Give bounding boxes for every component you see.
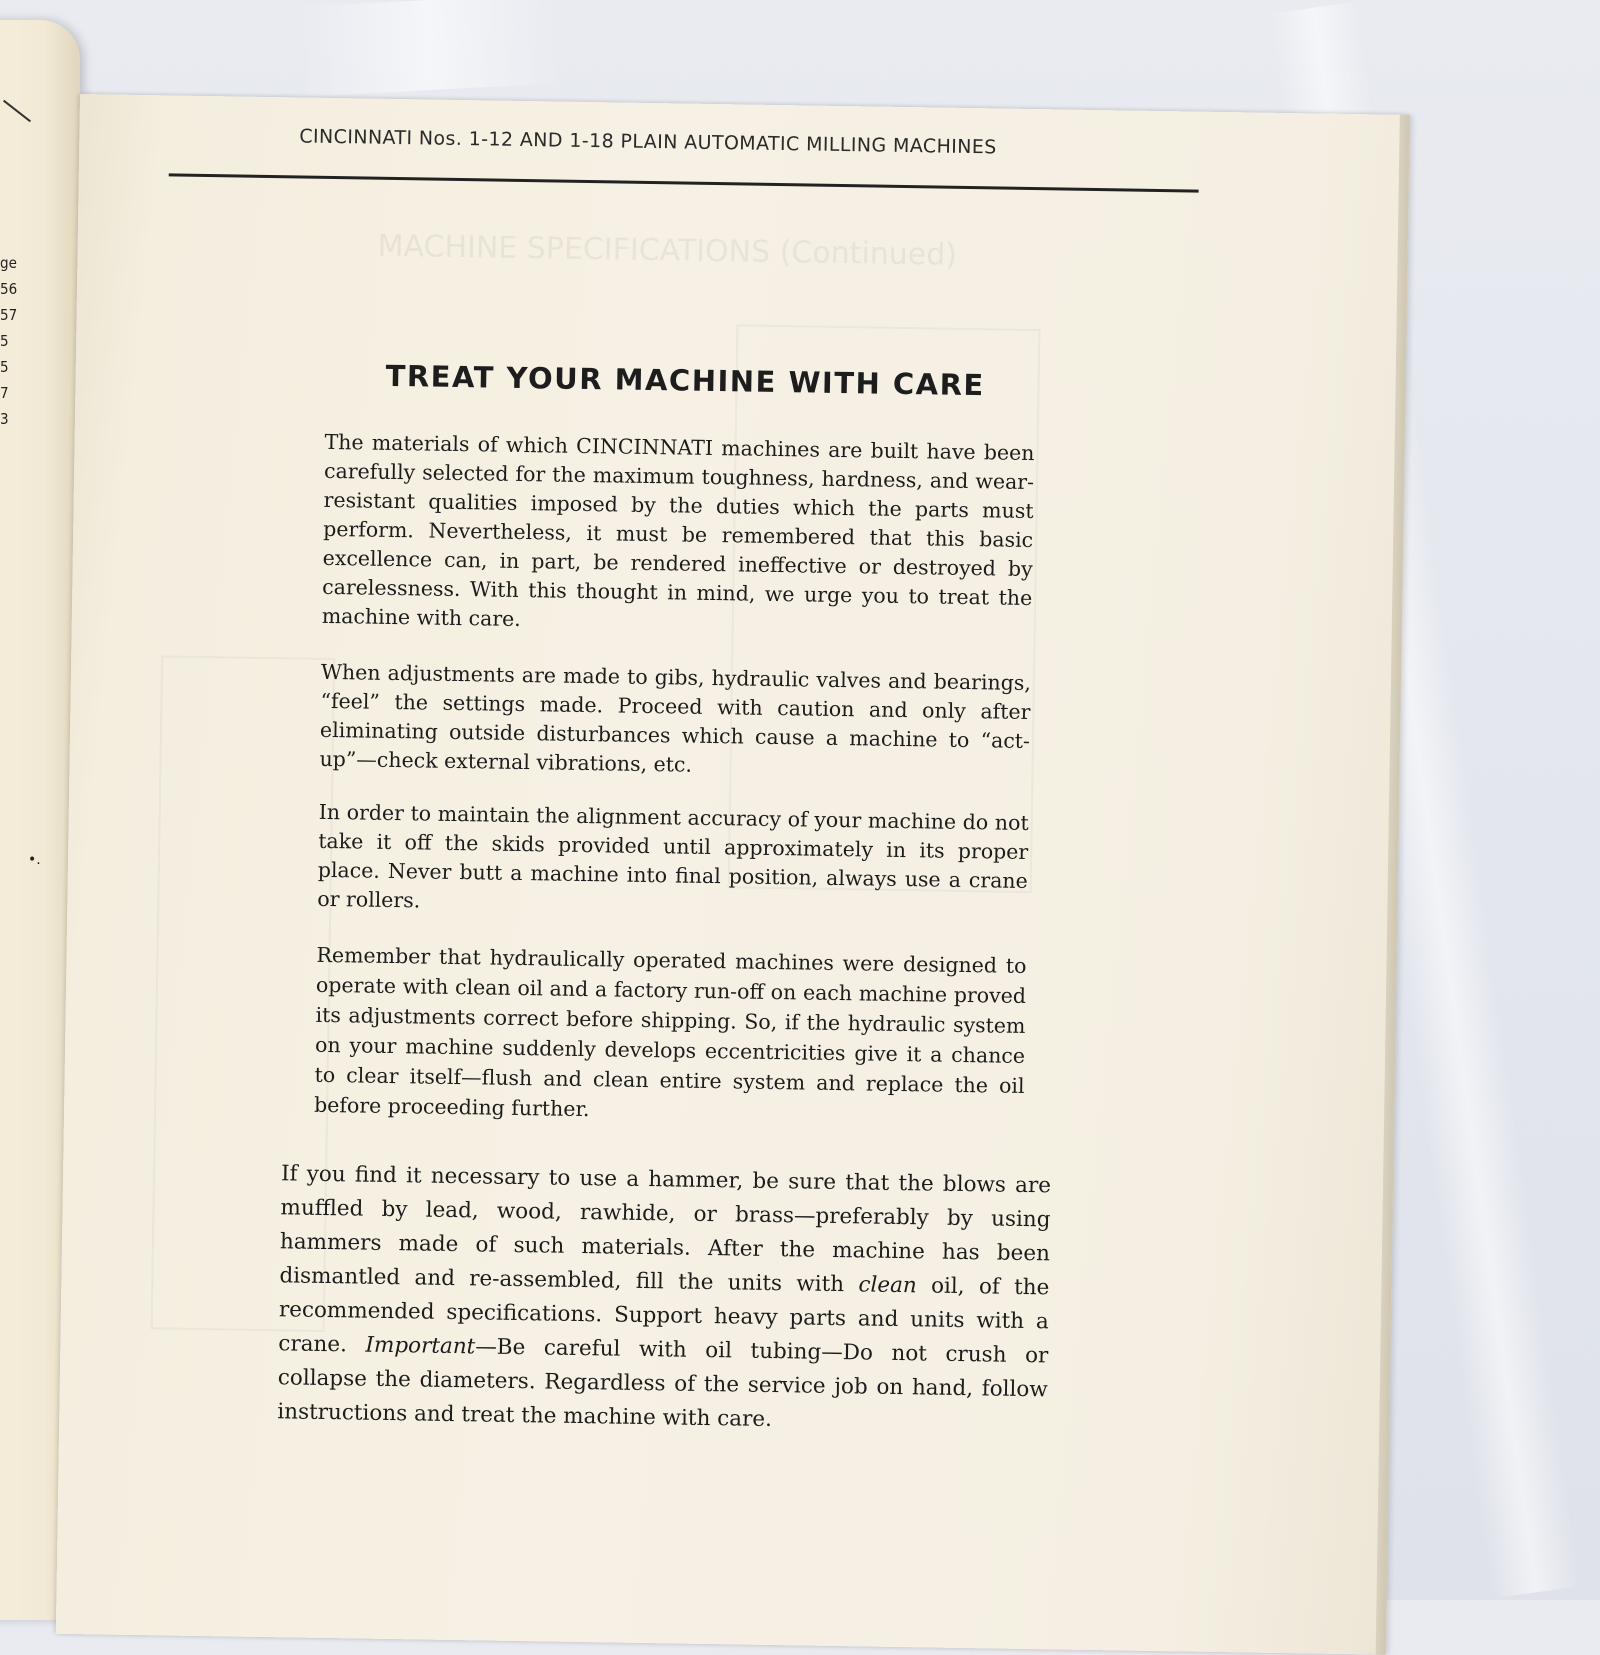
paragraph-alignment: In order to maintain the alignment accuracy of your machine do not take it off the skids provided until approximately in its proper place. Never butt a machine into final position, always use a crane or rollers. [317,799,1029,913]
running-header [169,123,1200,199]
paragraph-adjustments: When adjustments are made to gibs, hydraulic valves and bearings, “feel” the settings made. Proceed with caution and only after eliminating outside disturbances which cause a machine to “act-up”—check external vibrations, etc. [319,659,1032,777]
section-title: TREAT YOUR MACHINE WITH CARE [385,358,986,403]
paragraph-materials: The materials of which CINCINNATI machines are built have been carefully selected for the maximum toughness, hardness, and wear-resistant qualities imposed by the duties which the parts must perform. Nevertheless, it must be remembered that this basic excellence can, in part, be rendered ineffective or destroyed by carelessness. With this thought in mind, we urge you to treat the machine with care. [321,429,1035,631]
show-through-heading: MACHINE SPECIFICATIONS (Continued) [377,228,958,273]
paragraph-hammer [277,1157,1051,1441]
header-rule [169,173,1199,192]
paragraph-hammer-part-2: oil, of the recommended specifications. Support heavy parts and units with a crane. [278,1273,1050,1358]
previous-page-dots: •. [28,852,41,868]
previous-page-margin-text: ge 56 57 5 5 7 3 [0,254,18,428]
emphasis-important: Important [365,1332,476,1360]
document-page [56,94,1410,1655]
paragraph-hammer-part-1: If you find it necessary to use a hammer, be sure that the blows are muffled by lead, wood, rawhide, or brass—preferably by using hammers made of such materials. After the machine has been dismantled and re-assembled, fill the units with [279,1161,1052,1298]
paragraph-hydraulics: Remember that hydraulically operated machines were designed to operate with clean oil and a factory run-off on each machine proved its adjustments correct before shipping. So, if the hydraulic system on your machine suddenly develops eccentricities give it a chance to clear itself—flush and clean entire system and replace the oil before proceeding further. [313,942,1027,1122]
previous-page-rule [3,100,31,123]
emphasis-clean: clean [858,1272,917,1299]
cloth-fold [298,0,562,97]
running-header-title: CINCINNATI Nos. 1-12 AND 1-18 PLAIN AUTOMATIC MILLING MACHINES [299,125,997,159]
paragraph-hammer-part-3: —Be careful with oil tubing—Do not crush or collapse the diameters. Regardless of the service job on hand, follow instructions and treat the machine with care. [277,1334,1049,1433]
